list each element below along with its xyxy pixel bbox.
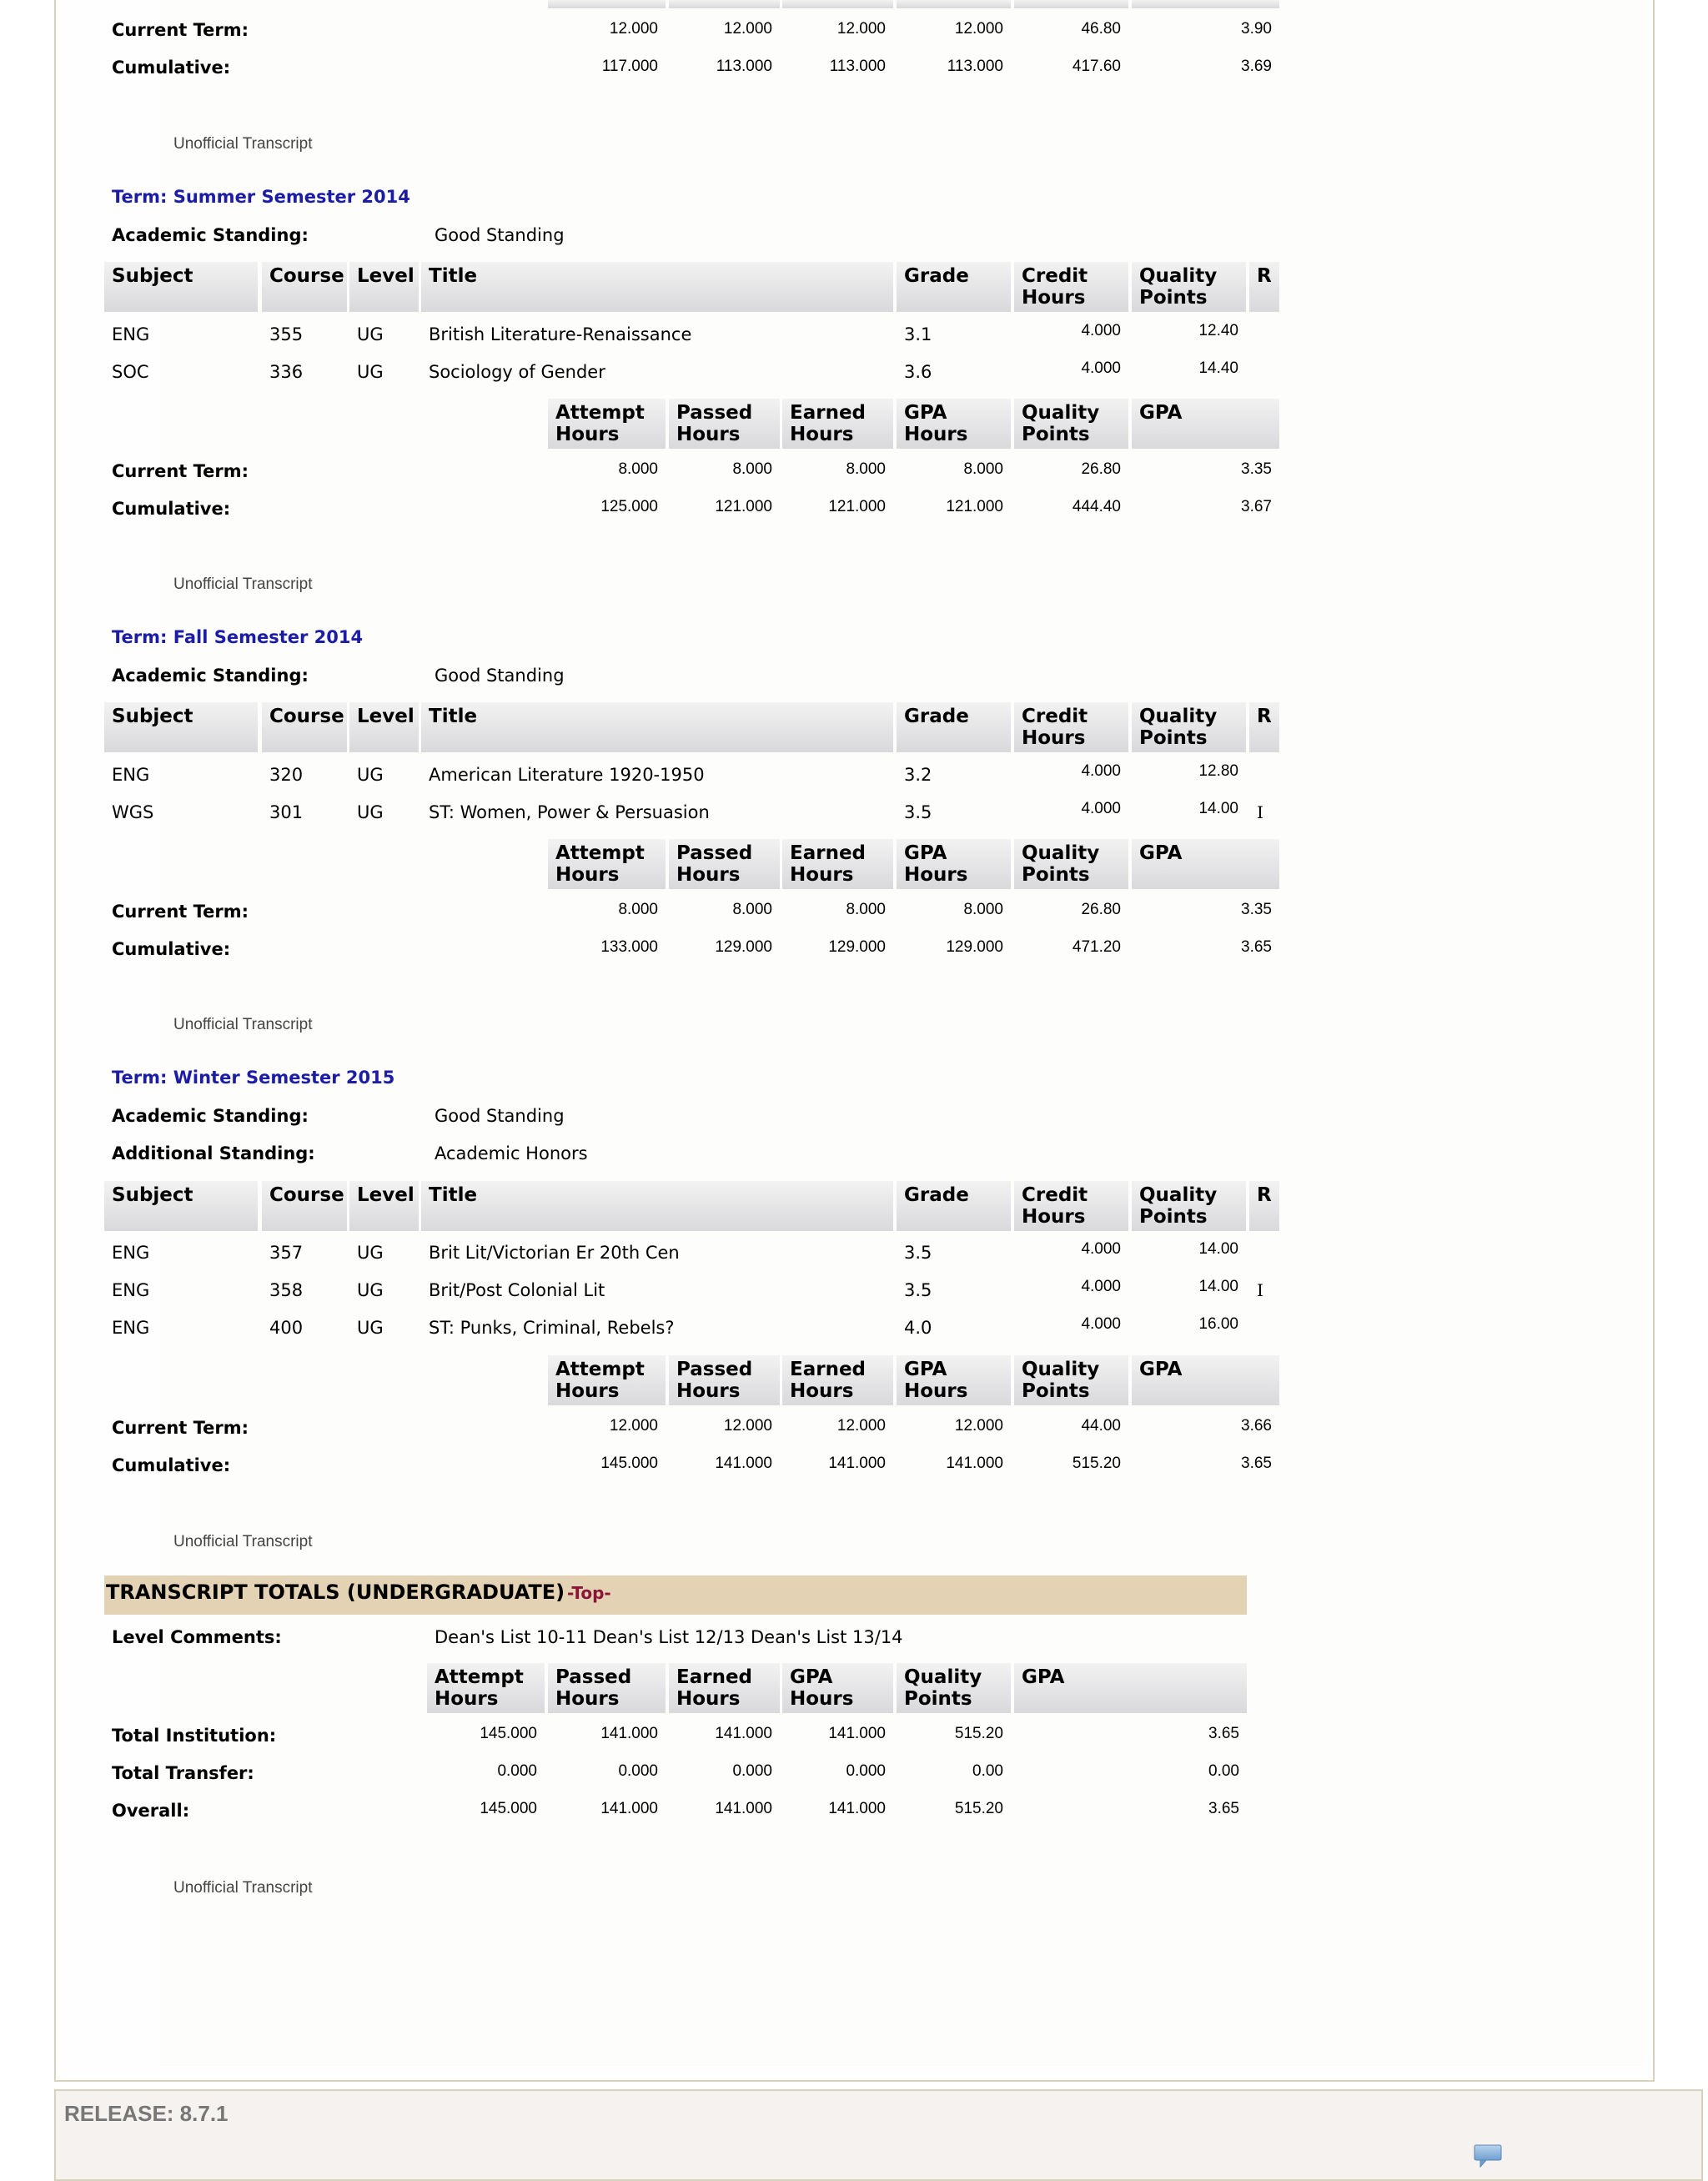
course-table-0-header-6: Quality Points bbox=[1132, 262, 1246, 312]
course-title-0-1: Sociology of Gender bbox=[429, 362, 605, 382]
cumulative-1-value-3: 129.000 bbox=[946, 938, 1003, 956]
course-subject-2-1: ENG bbox=[112, 1280, 150, 1300]
course-grade-1-0: 3.2 bbox=[904, 765, 932, 785]
top-cumulative-value-3: 113.000 bbox=[947, 58, 1003, 75]
current-term-0-value-4: 26.80 bbox=[1081, 460, 1121, 478]
course-level-2-0: UG bbox=[357, 1243, 384, 1263]
course-grade-0-1: 3.6 bbox=[904, 362, 932, 382]
level-comments-value: Dean's List 10-11 Dean's List 12/13 Dean's List 13/14 bbox=[435, 1627, 903, 1647]
course-title-2-0: Brit Lit/Victorian Er 20th Cen bbox=[429, 1243, 680, 1263]
summary-table-2-header-1: Passed Hours bbox=[669, 1355, 780, 1405]
totals-row-1-value-3: 0.000 bbox=[846, 1762, 886, 1780]
totals-row-1-value-0: 0.000 bbox=[497, 1762, 537, 1780]
cumulative-1-value-4: 471.20 bbox=[1072, 938, 1121, 956]
course-repeat-1-1: I bbox=[1257, 802, 1263, 822]
cumulative-label-0: Cumulative: bbox=[112, 499, 231, 519]
course-credit-1-0: 4.000 bbox=[1081, 762, 1121, 780]
totals-row-1-value-4: 0.00 bbox=[972, 1762, 1003, 1780]
totals-row-0-value-1: 141.000 bbox=[600, 1725, 658, 1742]
term-title-0: Term: Summer Semester 2014 bbox=[112, 187, 410, 207]
course-credit-0-0: 4.000 bbox=[1081, 322, 1121, 339]
current-term-2-value-2: 12.000 bbox=[836, 1417, 886, 1435]
summary-table-0-header-4: Quality Points bbox=[1014, 399, 1128, 449]
course-level-1-1: UG bbox=[357, 802, 384, 822]
totals-row-2-value-2: 141.000 bbox=[715, 1800, 772, 1817]
course-grade-2-0: 3.5 bbox=[904, 1243, 932, 1263]
top-cumulative-value-2: 113.000 bbox=[829, 58, 886, 75]
top-summary-header-stub-5 bbox=[1132, 0, 1279, 8]
cumulative-2-value-2: 141.000 bbox=[828, 1455, 886, 1472]
cumulative-0-value-5: 3.67 bbox=[1241, 498, 1272, 515]
term-title-1: Term: Fall Semester 2014 bbox=[112, 627, 364, 647]
current-term-label-0: Current Term: bbox=[112, 461, 249, 481]
course-number-1-0: 320 bbox=[269, 765, 304, 785]
unofficial-transcript-0: Unofficial Transcript bbox=[173, 575, 313, 593]
top-cumulative-value-4: 417.60 bbox=[1072, 58, 1121, 75]
top-cumulative-value-1: 113.000 bbox=[716, 58, 772, 75]
course-table-0-header-1: Course bbox=[262, 262, 347, 312]
summary-table-0-header-2: Earned Hours bbox=[782, 399, 893, 449]
current-term-2-value-5: 3.66 bbox=[1241, 1417, 1272, 1435]
cumulative-2-value-1: 141.000 bbox=[715, 1455, 772, 1472]
cumulative-1-value-2: 129.000 bbox=[828, 938, 886, 956]
summary-table-2-header-5: GPA bbox=[1132, 1355, 1279, 1405]
top-current-term-label: Current Term: bbox=[112, 20, 249, 40]
course-table-0-header-4: Grade bbox=[897, 262, 1011, 312]
top-summary-header-stub-4 bbox=[1014, 0, 1128, 8]
course-grade-0-0: 3.1 bbox=[904, 324, 932, 344]
summary-table-0-header-3: GPA Hours bbox=[897, 399, 1011, 449]
cumulative-0-value-0: 125.000 bbox=[600, 498, 658, 515]
course-level-2-2: UG bbox=[357, 1318, 384, 1338]
current-term-1-value-2: 8.000 bbox=[846, 901, 886, 918]
totals-row-label-0: Total Institution: bbox=[112, 1726, 277, 1746]
course-quality-points-1-0: 12.80 bbox=[1198, 762, 1238, 780]
course-number-2-0: 357 bbox=[269, 1243, 304, 1263]
top-link[interactable]: -Top- bbox=[567, 1583, 611, 1603]
course-table-2-header-4: Grade bbox=[897, 1181, 1011, 1231]
cumulative-2-value-3: 141.000 bbox=[946, 1455, 1003, 1472]
course-quality-points-2-2: 16.00 bbox=[1198, 1315, 1238, 1333]
current-term-label-2: Current Term: bbox=[112, 1418, 249, 1438]
course-grade-2-1: 3.5 bbox=[904, 1280, 932, 1300]
totals-row-2-value-0: 145.000 bbox=[480, 1800, 537, 1817]
course-title-1-0: American Literature 1920-1950 bbox=[429, 765, 705, 785]
totals-table-header-1: Passed Hours bbox=[548, 1663, 666, 1713]
totals-row-2-value-5: 3.65 bbox=[1208, 1800, 1239, 1817]
course-table-1-header-0: Subject bbox=[104, 702, 258, 752]
top-cumulative-value-5: 3.69 bbox=[1241, 58, 1272, 75]
current-term-0-value-5: 3.35 bbox=[1241, 460, 1272, 478]
current-term-0-value-3: 8.000 bbox=[963, 460, 1003, 478]
academic-standing-label-2: Academic Standing: bbox=[112, 1106, 309, 1126]
transcript-totals-bar bbox=[104, 1575, 1247, 1615]
course-table-0-header-2: Level bbox=[349, 262, 419, 312]
course-title-2-1: Brit/Post Colonial Lit bbox=[429, 1280, 605, 1300]
course-subject-1-1: WGS bbox=[112, 802, 154, 822]
totals-row-0-value-2: 141.000 bbox=[715, 1725, 772, 1742]
course-grade-2-2: 4.0 bbox=[904, 1318, 932, 1338]
unofficial-transcript-1: Unofficial Transcript bbox=[173, 1016, 313, 1033]
cumulative-2-value-4: 515.20 bbox=[1072, 1455, 1121, 1472]
current-term-1-value-0: 8.000 bbox=[618, 901, 658, 918]
additional-standing-value-2: Academic Honors bbox=[435, 1143, 588, 1163]
course-table-2-header-6: Quality Points bbox=[1132, 1181, 1246, 1231]
top-unofficial-transcript: Unofficial Transcript bbox=[173, 135, 313, 153]
cumulative-2-value-0: 145.000 bbox=[600, 1455, 658, 1472]
course-credit-0-1: 4.000 bbox=[1081, 359, 1121, 377]
summary-table-1-header-0: Attempt Hours bbox=[548, 839, 666, 889]
academic-standing-label-0: Academic Standing: bbox=[112, 225, 309, 245]
additional-standing-label-2: Additional Standing: bbox=[112, 1143, 315, 1163]
totals-row-label-1: Total Transfer: bbox=[112, 1763, 254, 1783]
course-number-2-1: 358 bbox=[269, 1280, 304, 1300]
summary-table-1-header-3: GPA Hours bbox=[897, 839, 1011, 889]
totals-row-1-value-1: 0.000 bbox=[618, 1762, 658, 1780]
summary-table-2-header-0: Attempt Hours bbox=[548, 1355, 666, 1405]
course-table-1-header-4: Grade bbox=[897, 702, 1011, 752]
current-term-1-value-3: 8.000 bbox=[963, 901, 1003, 918]
summary-table-2-header-4: Quality Points bbox=[1014, 1355, 1128, 1405]
course-table-1-header-2: Level bbox=[349, 702, 419, 752]
academic-standing-value-2: Good Standing bbox=[435, 1106, 565, 1126]
academic-standing-value-1: Good Standing bbox=[435, 666, 565, 686]
course-credit-2-1: 4.000 bbox=[1081, 1278, 1121, 1295]
course-number-0-0: 355 bbox=[269, 324, 304, 344]
current-term-1-value-5: 3.35 bbox=[1241, 901, 1272, 918]
level-comments-label: Level Comments: bbox=[112, 1627, 282, 1647]
course-table-0-header-5: Credit Hours bbox=[1014, 262, 1128, 312]
summary-table-1-header-1: Passed Hours bbox=[669, 839, 780, 889]
top-current-value-3: 12.000 bbox=[954, 20, 1003, 38]
summary-table-1-header-5: GPA bbox=[1132, 839, 1279, 889]
cumulative-1-value-1: 129.000 bbox=[715, 938, 772, 956]
course-quality-points-0-1: 14.40 bbox=[1198, 359, 1238, 377]
course-subject-2-2: ENG bbox=[112, 1318, 150, 1338]
totals-title: TRANSCRIPT TOTALS (UNDERGRADUATE) bbox=[106, 1580, 565, 1604]
summary-table-2-header-2: Earned Hours bbox=[782, 1355, 893, 1405]
page-footer bbox=[54, 2089, 1703, 2181]
course-title-2-2: ST: Punks, Criminal, Rebels? bbox=[429, 1318, 675, 1338]
course-quality-points-2-0: 14.00 bbox=[1198, 1240, 1238, 1258]
course-level-0-0: UG bbox=[357, 324, 384, 344]
course-subject-2-0: ENG bbox=[112, 1243, 150, 1263]
course-table-0-header-0: Subject bbox=[104, 262, 258, 312]
top-summary-header-stub-2 bbox=[782, 0, 893, 8]
current-term-label-1: Current Term: bbox=[112, 902, 249, 922]
current-term-1-value-4: 26.80 bbox=[1081, 901, 1121, 918]
course-number-2-2: 400 bbox=[269, 1318, 304, 1338]
current-term-2-value-3: 12.000 bbox=[954, 1417, 1003, 1435]
course-credit-2-0: 4.000 bbox=[1081, 1240, 1121, 1258]
course-quality-points-0-0: 12.40 bbox=[1198, 322, 1238, 339]
course-table-1-header-7: R bbox=[1249, 702, 1279, 752]
top-current-value-2: 12.000 bbox=[836, 20, 886, 38]
totals-table-header-3: GPA Hours bbox=[782, 1663, 893, 1713]
current-term-2-value-1: 12.000 bbox=[723, 1417, 772, 1435]
totals-table-header-2: Earned Hours bbox=[669, 1663, 780, 1713]
course-subject-0-1: SOC bbox=[112, 362, 149, 382]
course-table-2-header-3: Title bbox=[421, 1181, 893, 1231]
course-quality-points-2-1: 14.00 bbox=[1198, 1278, 1238, 1295]
course-level-0-1: UG bbox=[357, 362, 384, 382]
course-credit-1-1: 4.000 bbox=[1081, 800, 1121, 817]
cumulative-0-value-4: 444.40 bbox=[1072, 498, 1121, 515]
totals-row-2-value-4: 515.20 bbox=[954, 1800, 1003, 1817]
totals-row-2-value-1: 141.000 bbox=[600, 1800, 658, 1817]
cumulative-1-value-0: 133.000 bbox=[600, 938, 658, 956]
course-level-2-1: UG bbox=[357, 1280, 384, 1300]
course-subject-1-0: ENG bbox=[112, 765, 150, 785]
course-repeat-2-1: I bbox=[1257, 1280, 1263, 1300]
course-table-1-header-3: Title bbox=[421, 702, 893, 752]
course-title-1-1: ST: Women, Power & Persuasion bbox=[429, 802, 710, 822]
totals-unofficial-transcript: Unofficial Transcript bbox=[173, 1879, 313, 1897]
course-table-0-header-3: Title bbox=[421, 262, 893, 312]
summary-table-0-header-5: GPA bbox=[1132, 399, 1279, 449]
course-grade-1-1: 3.5 bbox=[904, 802, 932, 822]
current-term-0-value-2: 8.000 bbox=[846, 460, 886, 478]
term-title-2: Term: Winter Semester 2015 bbox=[112, 1068, 395, 1088]
top-cumulative-label: Cumulative: bbox=[112, 58, 231, 78]
cumulative-label-1: Cumulative: bbox=[112, 939, 231, 959]
course-number-0-1: 336 bbox=[269, 362, 304, 382]
academic-standing-value-0: Good Standing bbox=[435, 225, 565, 245]
release-version: RELEASE: 8.7.1 bbox=[64, 2101, 229, 2126]
course-table-0-header-7: R bbox=[1249, 262, 1279, 312]
summary-table-1-header-4: Quality Points bbox=[1014, 839, 1128, 889]
course-table-2-header-1: Course bbox=[262, 1181, 347, 1231]
current-term-1-value-1: 8.000 bbox=[732, 901, 772, 918]
course-number-1-1: 301 bbox=[269, 802, 304, 822]
totals-row-label-2: Overall: bbox=[112, 1801, 190, 1821]
course-table-1-header-5: Credit Hours bbox=[1014, 702, 1128, 752]
cumulative-0-value-1: 121.000 bbox=[715, 498, 772, 515]
totals-table-header-4: Quality Points bbox=[897, 1663, 1011, 1713]
top-summary-header-stub-3 bbox=[897, 0, 1011, 8]
totals-row-1-value-5: 0.00 bbox=[1208, 1762, 1239, 1780]
course-table-2-header-5: Credit Hours bbox=[1014, 1181, 1128, 1231]
cumulative-1-value-5: 3.65 bbox=[1241, 938, 1272, 956]
top-cumulative-value-0: 117.000 bbox=[601, 58, 658, 75]
totals-row-0-value-0: 145.000 bbox=[480, 1725, 537, 1742]
current-term-2-value-4: 44.00 bbox=[1081, 1417, 1121, 1435]
summary-table-1-header-2: Earned Hours bbox=[782, 839, 893, 889]
unofficial-transcript-2: Unofficial Transcript bbox=[173, 1533, 313, 1550]
summary-table-0-header-1: Passed Hours bbox=[669, 399, 780, 449]
course-subject-0-0: ENG bbox=[112, 324, 150, 344]
course-level-1-0: UG bbox=[357, 765, 384, 785]
top-current-value-4: 46.80 bbox=[1081, 20, 1121, 38]
current-term-2-value-0: 12.000 bbox=[609, 1417, 658, 1435]
course-table-1-header-1: Course bbox=[262, 702, 347, 752]
course-table-2-header-2: Level bbox=[349, 1181, 419, 1231]
summary-table-2-header-3: GPA Hours bbox=[897, 1355, 1011, 1405]
course-table-2-header-0: Subject bbox=[104, 1181, 258, 1231]
course-table-1-header-6: Quality Points bbox=[1132, 702, 1246, 752]
current-term-0-value-1: 8.000 bbox=[732, 460, 772, 478]
academic-standing-label-1: Academic Standing: bbox=[112, 666, 309, 686]
top-current-value-0: 12.000 bbox=[609, 20, 658, 38]
summary-table-0-header-0: Attempt Hours bbox=[548, 399, 666, 449]
course-credit-2-2: 4.000 bbox=[1081, 1315, 1121, 1333]
totals-row-0-value-4: 515.20 bbox=[954, 1725, 1003, 1742]
course-table-2-header-7: R bbox=[1249, 1181, 1279, 1231]
totals-row-2-value-3: 141.000 bbox=[828, 1800, 886, 1817]
cumulative-label-2: Cumulative: bbox=[112, 1455, 231, 1475]
totals-table-header-0: Attempt Hours bbox=[427, 1663, 545, 1713]
cumulative-2-value-5: 3.65 bbox=[1241, 1455, 1272, 1472]
course-title-0-0: British Literature-Renaissance bbox=[429, 324, 692, 344]
totals-row-0-value-3: 141.000 bbox=[828, 1725, 886, 1742]
cumulative-0-value-2: 121.000 bbox=[828, 498, 886, 515]
feedback-speech-bubble-icon[interactable] bbox=[1474, 2144, 1502, 2168]
top-summary-header-stub-0 bbox=[548, 0, 666, 8]
totals-table-header-5: GPA bbox=[1014, 1663, 1247, 1713]
cumulative-0-value-3: 121.000 bbox=[946, 498, 1003, 515]
totals-row-1-value-2: 0.000 bbox=[732, 1762, 772, 1780]
totals-row-0-value-5: 3.65 bbox=[1208, 1725, 1239, 1742]
course-quality-points-1-1: 14.00 bbox=[1198, 800, 1238, 817]
current-term-0-value-0: 8.000 bbox=[618, 460, 658, 478]
top-current-value-1: 12.000 bbox=[723, 20, 772, 38]
top-current-value-5: 3.90 bbox=[1241, 20, 1272, 38]
top-summary-header-stub-1 bbox=[669, 0, 780, 8]
